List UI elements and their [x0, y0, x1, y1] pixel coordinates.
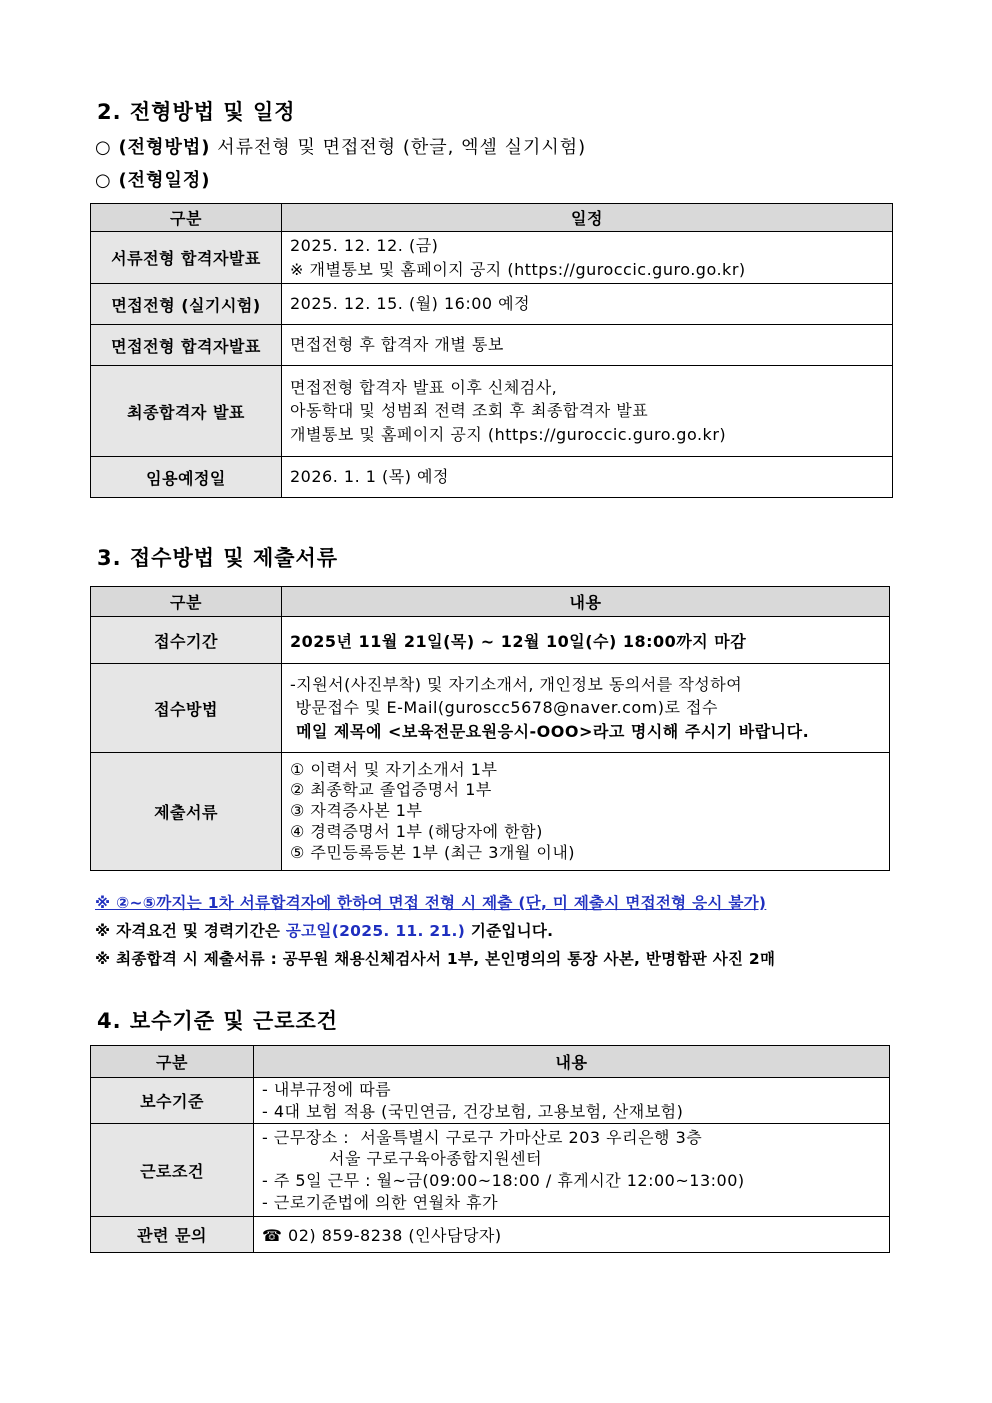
- table-header: 구분: [91, 1046, 254, 1078]
- table-header: 구분: [91, 204, 282, 232]
- schedule-label: (전형일정): [118, 170, 211, 191]
- row-label: 접수기간: [91, 617, 282, 664]
- table-row: [91, 232, 893, 284]
- schedule-table: [90, 203, 893, 498]
- content-line: 2025. 12. 12. (금): [290, 236, 439, 256]
- row-content: [282, 232, 893, 284]
- content-line: 면접전형 합격자 발표 이후 신체검사,: [290, 378, 558, 398]
- content-line: ④ 경력증명서 1부 (해당자에 한함): [290, 821, 543, 841]
- content-line: - 내부규정에 따름: [262, 1079, 392, 1099]
- content-line: - 4대 보험 적용 (국민연금, 건강보험, 고용보험, 산재보험): [262, 1101, 684, 1121]
- content-line: 2026. 1. 1 (목) 예정: [290, 467, 449, 487]
- content-line: 2025. 12. 15. (월) 16:00 예정: [290, 294, 531, 314]
- table-row: [91, 366, 893, 457]
- table-row: [91, 1078, 890, 1124]
- schedule-bullet: [95, 166, 210, 192]
- row-label: 임용예정일: [91, 457, 282, 498]
- note-final-documents: ※ 최종합격 시 제출서류 : 공무원 채용신체검사서 1부, 본인명의의 통장 사본, 반명함판 사진 2매: [95, 950, 776, 968]
- circle-marker: ○: [95, 137, 112, 158]
- row-label: 최종합격자 발표: [91, 366, 282, 457]
- content-line: - 근로기준법에 의한 연월차 휴가: [262, 1192, 499, 1212]
- table-row: [91, 457, 893, 498]
- circle-marker: ○: [95, 170, 112, 191]
- contact-text: 02) 859-8238 (인사담당자): [282, 1226, 502, 1245]
- table-row: [91, 284, 893, 325]
- table-row: [91, 617, 890, 664]
- row-content: 2025년 11월 21일(목) ~ 12월 10일(수) 18:00까지 마감: [282, 617, 890, 664]
- content-line: 메일 제목에 <보육전문요원응시-OOO>라고 명시해 주시기 바랍니다.: [290, 721, 810, 741]
- conditions-table: [90, 1045, 890, 1253]
- row-label: 관련 문의: [91, 1217, 254, 1253]
- section-3-heading: 3. 접수방법 및 제출서류: [97, 546, 339, 570]
- content-line: 개별통보 및 홈페이지 공지 (https://guroccic.guro.go.kr): [290, 424, 727, 444]
- table-row: [91, 1217, 890, 1253]
- row-content: [282, 753, 890, 871]
- phone-icon: ☎: [262, 1226, 283, 1245]
- table-header: 내용: [282, 587, 890, 617]
- row-label: 면접전형 (실기시험): [91, 284, 282, 325]
- content-line: ② 최종학교 졸업증명서 1부: [290, 780, 492, 800]
- method-bullet: [95, 133, 586, 159]
- row-content: [282, 457, 893, 498]
- row-content: [282, 284, 893, 325]
- content-line: 방문접수 및 E-Mail(guroscc5678@naver.com)로 접수: [290, 698, 718, 718]
- table-row: [91, 1124, 890, 1217]
- table-header: 일정: [282, 204, 893, 232]
- row-label: 근로조건: [91, 1124, 254, 1217]
- content-line: 아동학대 및 성범죄 전력 조회 후 최종합격자 발표: [290, 401, 649, 421]
- table-header: 구분: [91, 587, 282, 617]
- row-label: 서류전형 합격자발표: [91, 232, 282, 284]
- note-submission: ※ ②~⑤까지는 1차 서류합격자에 한하여 면접 전형 시 제출 (단, 미 제출시 면접전형 응시 불가): [95, 894, 767, 912]
- row-label: 접수방법: [91, 664, 282, 753]
- row-content: [282, 325, 893, 366]
- content-line: ⑤ 주민등록등본 1부 (최근 3개월 이내): [290, 842, 576, 862]
- row-label: 제출서류: [91, 753, 282, 871]
- content-line: ③ 자격증사본 1부: [290, 801, 423, 821]
- section-4-heading: 4. 보수기준 및 근로조건: [97, 1009, 339, 1033]
- row-label: 면접전형 합격자발표: [91, 325, 282, 366]
- content-line: ① 이력서 및 자기소개서 1부: [290, 759, 498, 779]
- row-label: 보수기준: [91, 1078, 254, 1124]
- note-text: ※ 자격요건 및 경력기간은: [95, 922, 286, 940]
- note-criteria: [95, 919, 553, 941]
- application-table: [90, 586, 890, 871]
- row-content: [254, 1217, 890, 1253]
- content-line: 면접전형 후 합격자 개별 통보: [290, 335, 504, 355]
- content-line: 서울 구로구육아종합지원센터: [262, 1149, 543, 1169]
- method-label: (전형방법): [118, 137, 211, 158]
- method-text: 서류전형 및 면접전형 (한글, 엑셀 실기시험): [210, 137, 587, 158]
- table-header: 내용: [254, 1046, 890, 1078]
- content-line: - 근무장소 : 서울특별시 구로구 가마산로 203 우리은행 3층: [262, 1127, 703, 1147]
- content-line: -지원서(사진부착) 및 자기소개서, 개인정보 동의서를 작성하여: [290, 675, 743, 695]
- table-row: [91, 753, 890, 871]
- row-content: [254, 1124, 890, 1217]
- row-content: [282, 664, 890, 753]
- row-content: [254, 1078, 890, 1124]
- note-highlight: 공고일(2025. 11. 21.): [285, 922, 466, 940]
- table-row: [91, 664, 890, 753]
- row-content: [282, 366, 893, 457]
- section-2-heading: 2. 전형방법 및 일정: [97, 100, 296, 124]
- content-line: ※ 개별통보 및 홈페이지 공지 (https://guroccic.guro.go.kr): [290, 259, 746, 279]
- note-text: 기준입니다.: [465, 922, 554, 940]
- table-row: [91, 325, 893, 366]
- content-line: - 주 5일 근무 : 월~금(09:00~18:00 / 휴게시간 12:00~13:00): [262, 1171, 745, 1190]
